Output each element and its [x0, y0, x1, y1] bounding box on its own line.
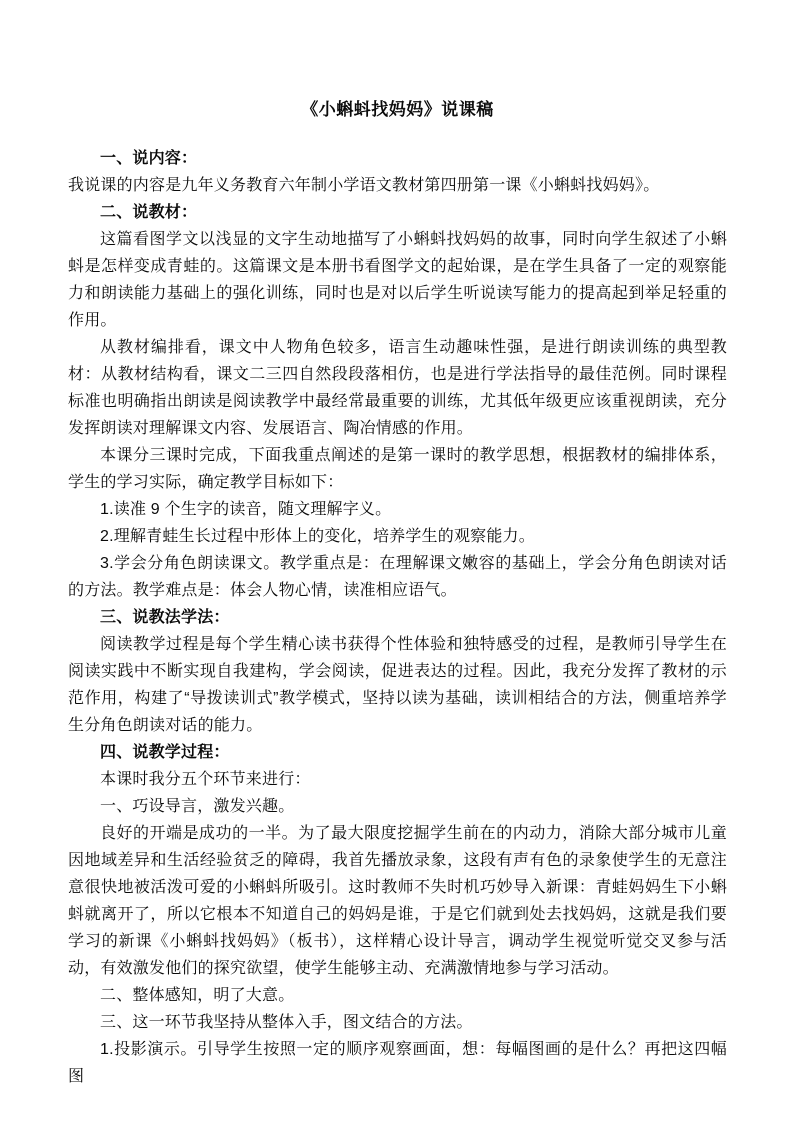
paragraph: 我说课的内容是九年义务教育六年制小学语文教材第四册第一课《小蝌蚪找妈妈》。: [68, 177, 660, 194]
section-heading: 四、说教学过程：: [100, 744, 230, 761]
document-body: [68, 145, 727, 1090]
paragraph: 良好的开端是成功的一半。为了最大限度挖掘学生前在的内动力，消除大部分城市儿童因地域差异和生活经验贫乏的障碍，我首先播放录象，这段有声有色的录象使学生的无意注意很快地被活泼可爱的小蝌蚪所吸引。这时教师不失时机巧妙导入新课：青蛙妈妈生下小蝌蚪就离开了，所以它根本不知道自己的妈妈是谁，于是它们就到处去找妈妈，这就是我们要学习的新课《小蝌蚪找妈妈》（板书），这样精心设计导言，调动学生视觉听觉交叉参与活动，有效激发他们的探究欲望，使学生能够主动、充满激情地参与学习活动。: [68, 825, 727, 977]
section-heading: 二、说教材：: [100, 204, 198, 221]
paragraph: 本课时我分五个环节来进行：: [100, 771, 311, 788]
paragraph: 1.读准 9 个生字的读音，随文理解字义。: [100, 501, 392, 518]
document-title: 《小蝌蚪找妈妈》说课稿: [301, 100, 494, 119]
paragraph: 3.学会分角色朗读课文。教学重点是：在理解课文嫩容的基础上，学会分角色朗读对话的方法。教学难点是：体会人物心情，读准相应语气。: [68, 555, 727, 599]
paragraph: 本课分三课时完成，下面我重点阐述的是第一课时的教学思想，根据教材的编排体系，学生的学习实际，确定教学目标如下：: [68, 447, 727, 491]
paragraph: 阅读教学过程是每个学生精心读书获得个性体验和独特感受的过程，是教师引导学生在阅读实践中不断实现自我建构，学会阅读，促进表达的过程。因此，我充分发挥了教材的示范作用，构建了“导拨读训式”教学模式，坚持以读为基础，读训相结合的方法，侧重培养学生分角色朗读对话的能力。: [68, 636, 727, 734]
paragraph: 一、巧设导言，激发兴趣。: [100, 798, 295, 815]
section-heading: 一、说内容：: [100, 150, 198, 167]
section-heading: 三、说教法学法：: [100, 609, 230, 626]
paragraph: 二、整体感知，明了大意。: [100, 987, 295, 1004]
paragraph: 2.理解青蛙生长过程中形体上的变化，培养学生的观察能力。: [100, 528, 535, 545]
paragraph: 三、这一环节我坚持从整体入手，图文结合的方法。: [100, 1014, 473, 1031]
paragraph: 这篇看图学文以浅显的文字生动地描写了小蝌蚪找妈妈的故事，同时向学生叙述了小蝌蚪是怎样变成青蛙的。这篇课文是本册书看图学文的起始课，是在学生具备了一定的观察能力和朗读能力基础上的强化训练，同时也是对以后学生听说读写能力的提高起到举足轻重的作用。: [68, 231, 727, 329]
paragraph: 从教材编排看，课文中人物角色较多，语言生动趣味性强，是进行朗读训练的典型教材：从教材结构看，课文二三四自然段段落相仿，也是进行学法指导的最佳范例。同时课程标准也明确指出朗读是阅读教学中最经常最重要的训练，尤其低年级更应该重视朗读，充分发挥朗读对理解课文内容、发展语言、陶冶情感的作用。: [68, 339, 727, 437]
paragraph: 1.投影演示。引导学生按照一定的顺序观察画面，想：每幅图画的是什么？再把这四幅图: [68, 1041, 727, 1085]
